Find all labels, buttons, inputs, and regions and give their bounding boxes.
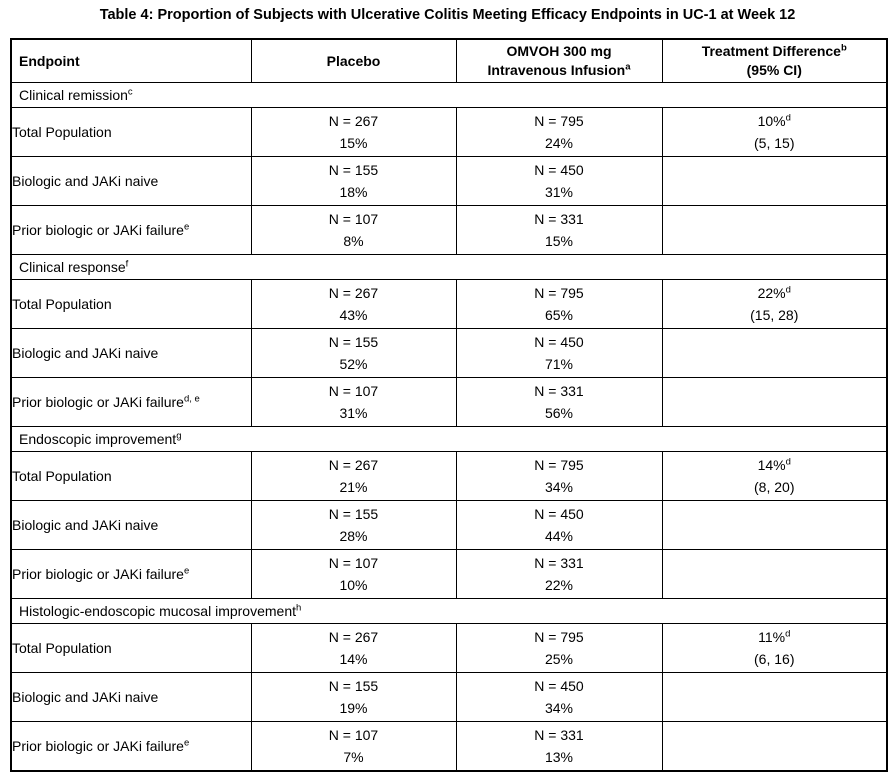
difference-value: 14%$^d$ bbox=[757, 456, 791, 473]
percent-value: 10% bbox=[339, 577, 368, 593]
endpoint-label: Total Population bbox=[12, 295, 112, 312]
section-label: Histologic-endoscopic mucosal improvement bbox=[19, 603, 297, 619]
table-row bbox=[11, 108, 887, 157]
percent-value: 44% bbox=[544, 528, 574, 544]
difference-cell bbox=[662, 673, 887, 722]
omvoh-header-line1: OMVOH 300 mg bbox=[506, 43, 612, 59]
superscript: d bbox=[785, 456, 791, 468]
table-row bbox=[11, 550, 887, 599]
n-value: N = 450 bbox=[534, 162, 584, 178]
difference-cell bbox=[662, 722, 887, 772]
endpoint-cell bbox=[11, 280, 251, 329]
n-value: N = 267 bbox=[328, 113, 379, 129]
treatment-difference-column-header bbox=[662, 39, 887, 83]
endpoint-cell bbox=[11, 624, 251, 673]
percent-value: 52% bbox=[339, 356, 368, 372]
omvoh-cell bbox=[456, 550, 662, 599]
percent-value: 31% bbox=[544, 184, 574, 200]
endpoint-cell bbox=[11, 501, 251, 550]
section-header-clinical-remission bbox=[11, 83, 887, 108]
percent-value: 65% bbox=[544, 307, 574, 323]
table-row bbox=[11, 673, 887, 722]
endpoint-label: Total Population bbox=[12, 467, 112, 484]
omvoh-cell bbox=[456, 280, 662, 329]
n-value: N = 450 bbox=[534, 678, 584, 694]
omvoh-cell bbox=[456, 206, 662, 255]
table-row bbox=[11, 624, 887, 673]
n-value: N = 155 bbox=[328, 334, 379, 350]
endpoint-label: Total Population bbox=[12, 123, 112, 140]
n-value: N = 107 bbox=[328, 727, 379, 743]
difference-header-line1: Treatment Difference bbox=[701, 43, 841, 59]
table-row bbox=[11, 722, 887, 772]
percent-value: 28% bbox=[339, 528, 368, 544]
placebo-cell bbox=[251, 206, 456, 255]
omvoh-cell bbox=[456, 452, 662, 501]
superscript: e bbox=[183, 220, 190, 232]
percent-value: 15% bbox=[339, 135, 368, 151]
percent-value: 24% bbox=[544, 135, 574, 151]
placebo-cell bbox=[251, 157, 456, 206]
superscript: d bbox=[785, 628, 791, 640]
placebo-cell bbox=[251, 329, 456, 378]
n-value: N = 267 bbox=[328, 457, 379, 473]
difference-cell bbox=[662, 157, 887, 206]
section-label: Clinical remission bbox=[19, 87, 128, 103]
percent-value: 22% bbox=[544, 577, 574, 593]
n-value: N = 450 bbox=[534, 506, 584, 522]
difference-cell bbox=[662, 329, 887, 378]
endpoint-label: Prior biologic or JAKi failure bbox=[12, 393, 184, 410]
difference-cell bbox=[662, 378, 887, 427]
section-header-clinical-response bbox=[11, 255, 887, 280]
percent-value: 7% bbox=[343, 749, 364, 765]
superscript: d bbox=[785, 284, 791, 296]
difference-cell bbox=[662, 624, 887, 673]
percent-value: 34% bbox=[544, 700, 574, 716]
omvoh-header-line2: Intravenous Infusion bbox=[487, 62, 626, 78]
n-value: N = 795 bbox=[534, 113, 584, 129]
omvoh-cell bbox=[456, 329, 662, 378]
n-value: N = 107 bbox=[328, 555, 379, 571]
placebo-column-header: Placebo bbox=[251, 39, 456, 83]
omvoh-cell bbox=[456, 157, 662, 206]
placebo-cell bbox=[251, 673, 456, 722]
difference-cell bbox=[662, 501, 887, 550]
superscript: d bbox=[785, 112, 791, 124]
endpoint-cell bbox=[11, 722, 251, 772]
difference-value: 10%$^d$ bbox=[757, 112, 791, 129]
percent-value: 31% bbox=[339, 405, 368, 421]
percent-value: 18% bbox=[339, 184, 368, 200]
difference-value: 22%$^d$ bbox=[757, 284, 791, 301]
endpoint-column-header: Endpoint bbox=[11, 39, 251, 83]
difference-value: 11%$^d$ bbox=[758, 628, 791, 645]
omvoh-cell bbox=[456, 673, 662, 722]
omvoh-column-header bbox=[456, 39, 662, 83]
endpoint-cell bbox=[11, 329, 251, 378]
section-header-endoscopic-improvement bbox=[11, 427, 887, 452]
endpoint-cell bbox=[11, 108, 251, 157]
difference-header-line2: (95% CI) bbox=[746, 62, 802, 78]
percent-value: 19% bbox=[339, 700, 368, 716]
difference-cell bbox=[662, 280, 887, 329]
n-value: N = 331 bbox=[534, 383, 584, 399]
endpoint-label: Prior biologic or JAKi failure bbox=[12, 221, 184, 238]
table-row bbox=[11, 378, 887, 427]
placebo-cell bbox=[251, 280, 456, 329]
endpoint-label: Biologic and JAKi naive bbox=[12, 688, 159, 705]
n-value: N = 795 bbox=[534, 629, 584, 645]
section-header-histologic-endoscopic-mucosal-improvement bbox=[11, 599, 887, 624]
placebo-cell bbox=[251, 452, 456, 501]
endpoint-label: Biologic and JAKi naive bbox=[12, 172, 159, 189]
section-label-cell bbox=[11, 255, 887, 280]
omvoh-cell bbox=[456, 501, 662, 550]
omvoh-cell bbox=[456, 378, 662, 427]
n-value: N = 331 bbox=[534, 211, 584, 227]
table-row bbox=[11, 280, 887, 329]
endpoint-cell bbox=[11, 157, 251, 206]
omvoh-cell bbox=[456, 624, 662, 673]
endpoint-cell bbox=[11, 206, 251, 255]
superscript: a bbox=[625, 61, 631, 73]
ci-value: (5, 15) bbox=[754, 135, 795, 151]
table-row bbox=[11, 206, 887, 255]
ci-value: (8, 20) bbox=[754, 479, 795, 495]
endpoint-label: Total Population bbox=[12, 639, 112, 656]
percent-value: 14% bbox=[339, 651, 368, 667]
table-row bbox=[11, 157, 887, 206]
difference-cell bbox=[662, 108, 887, 157]
placebo-cell bbox=[251, 501, 456, 550]
percent-value: 43% bbox=[339, 307, 368, 323]
n-value: N = 155 bbox=[328, 506, 379, 522]
table-row bbox=[11, 452, 887, 501]
percent-value: 15% bbox=[544, 233, 574, 249]
difference-cell bbox=[662, 550, 887, 599]
superscript: e bbox=[183, 564, 190, 576]
table-row bbox=[11, 501, 887, 550]
endpoint-label: Biologic and JAKi naive bbox=[12, 516, 159, 533]
n-value: N = 795 bbox=[534, 285, 584, 301]
efficacy-table bbox=[10, 38, 888, 772]
n-value: N = 267 bbox=[328, 285, 379, 301]
omvoh-cell bbox=[456, 108, 662, 157]
superscript: g bbox=[176, 430, 182, 442]
endpoint-label: Prior biologic or JAKi failure bbox=[12, 565, 184, 582]
page-title: Table 4: Proportion of Subjects with Ulcerative Colitis Meeting Efficacy Endpoints in UC-1 at Week 12 bbox=[99, 7, 796, 23]
superscript: h bbox=[296, 602, 302, 614]
placebo-cell bbox=[251, 624, 456, 673]
superscript: c bbox=[127, 86, 133, 98]
n-value: N = 107 bbox=[328, 383, 379, 399]
table-row bbox=[11, 329, 887, 378]
endpoint-cell bbox=[11, 673, 251, 722]
omvoh-cell bbox=[456, 722, 662, 772]
placebo-cell bbox=[251, 722, 456, 772]
ci-value: (15, 28) bbox=[750, 307, 799, 323]
n-value: N = 267 bbox=[328, 629, 379, 645]
section-label: Clinical response bbox=[19, 259, 126, 275]
placebo-cell bbox=[251, 108, 456, 157]
section-label: Endoscopic improvement bbox=[19, 431, 177, 447]
endpoint-label: Prior biologic or JAKi failure bbox=[12, 737, 184, 754]
n-value: N = 331 bbox=[534, 727, 584, 743]
n-value: N = 331 bbox=[534, 555, 584, 571]
percent-value: 34% bbox=[544, 479, 574, 495]
placebo-cell bbox=[251, 378, 456, 427]
header-row bbox=[11, 39, 887, 83]
difference-cell bbox=[662, 452, 887, 501]
n-value: N = 155 bbox=[328, 678, 379, 694]
endpoint-cell bbox=[11, 550, 251, 599]
percent-value: 25% bbox=[544, 651, 574, 667]
endpoint-cell bbox=[11, 378, 251, 427]
section-label-cell bbox=[11, 599, 887, 624]
percent-value: 21% bbox=[339, 479, 368, 495]
section-label-cell bbox=[11, 83, 887, 108]
percent-value: 56% bbox=[544, 405, 574, 421]
n-value: N = 107 bbox=[328, 211, 379, 227]
superscript: f bbox=[125, 258, 129, 270]
n-value: N = 450 bbox=[534, 334, 584, 350]
ci-value: (6, 16) bbox=[754, 651, 795, 667]
percent-value: 13% bbox=[544, 749, 574, 765]
percent-value: 8% bbox=[343, 233, 364, 249]
n-value: N = 155 bbox=[328, 162, 379, 178]
difference-cell bbox=[662, 206, 887, 255]
endpoint-label: Biologic and JAKi naive bbox=[12, 344, 159, 361]
superscript: d, e bbox=[183, 392, 200, 404]
superscript: e bbox=[183, 736, 190, 748]
section-label-cell bbox=[11, 427, 887, 452]
n-value: N = 795 bbox=[534, 457, 584, 473]
percent-value: 71% bbox=[544, 356, 574, 372]
superscript: b bbox=[840, 42, 847, 54]
placebo-cell bbox=[251, 550, 456, 599]
endpoint-cell bbox=[11, 452, 251, 501]
